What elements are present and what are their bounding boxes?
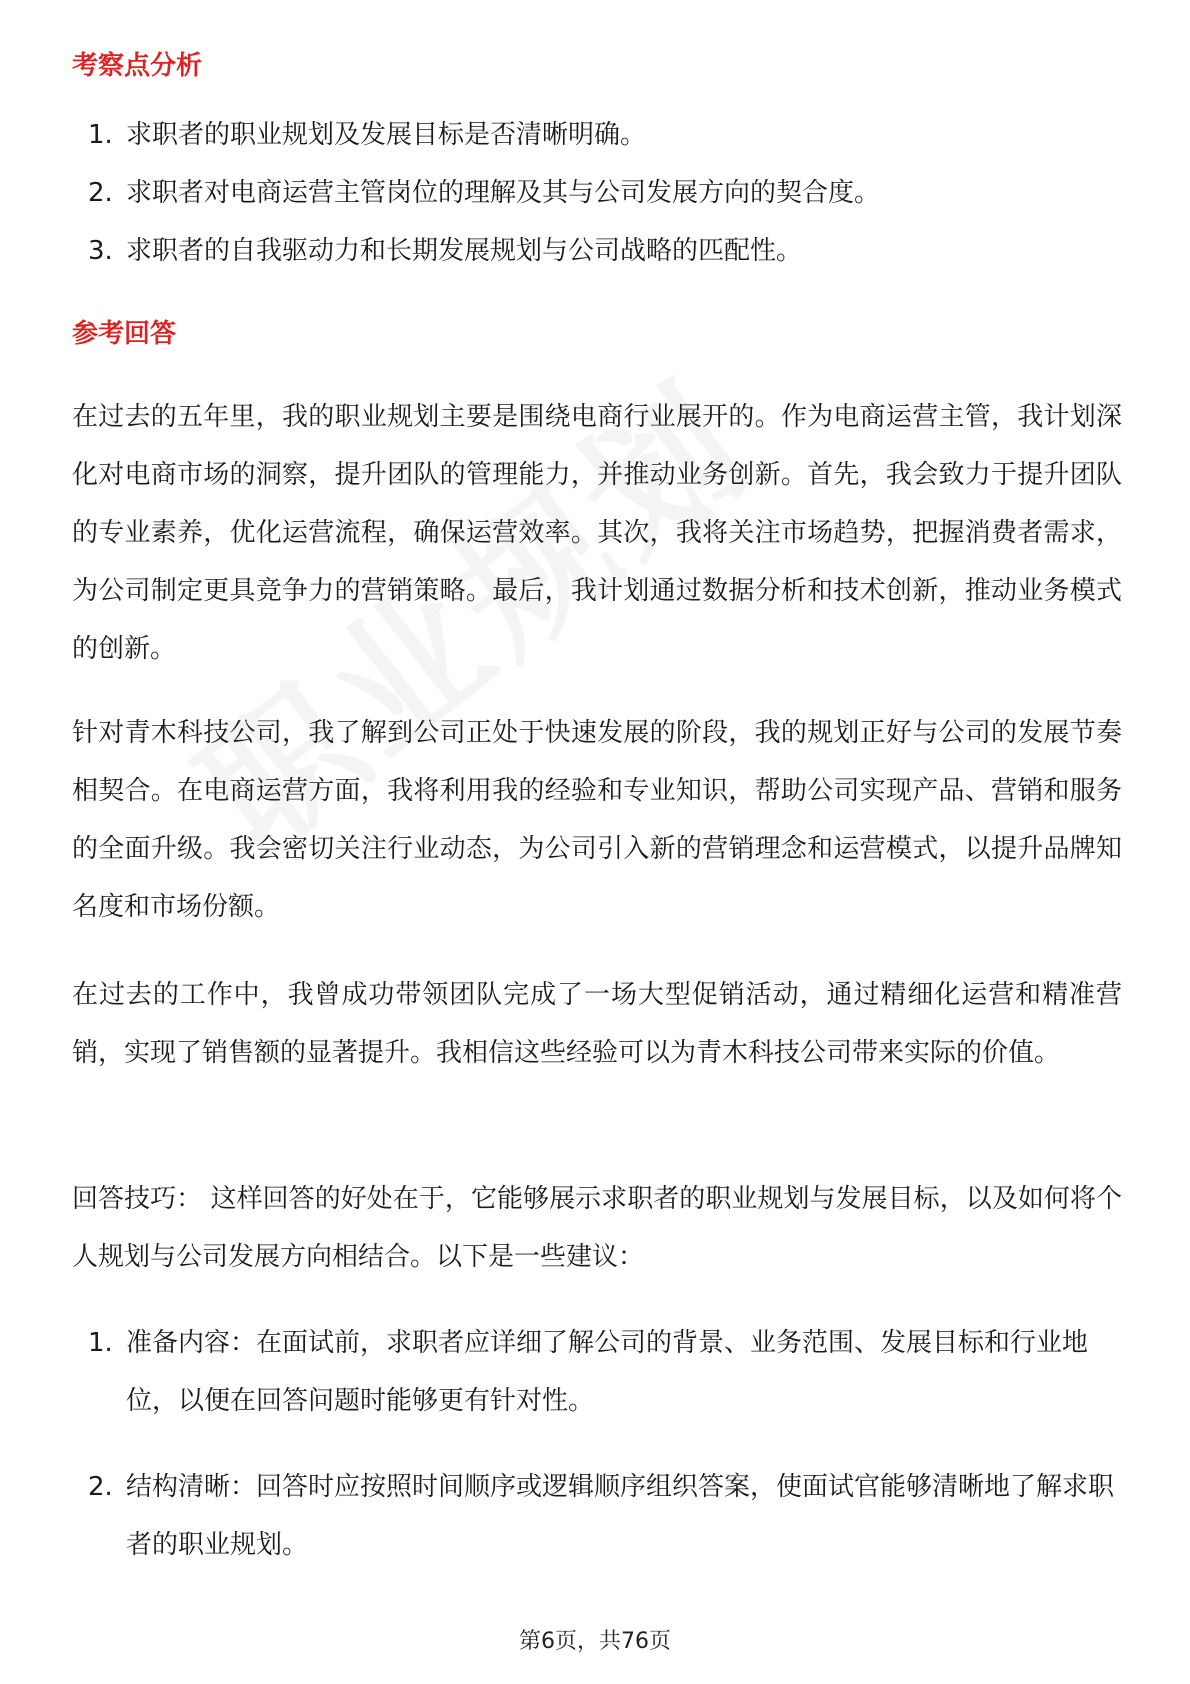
- answer-paragraph-3: 在过去的工作中，我曾成功带领团队完成了一场大型促销活动，通过精细化运营和精准营销，实现了销售额的显著提升。我相信这些经验可以为青木科技公司带来实际的价值。: [72, 980, 1122, 1068]
- tip-item-text: 结构清晰：回答时应按照时间顺序或逻辑顺序组织答案，使面试官能够清晰地了解求职者的职业规划。: [126, 1472, 1115, 1560]
- analysis-section-title: 考察点分析: [72, 51, 203, 81]
- tip-item-number: 1.: [88, 1328, 113, 1358]
- answer-paragraph-1: 在过去的五年里，我的职业规划主要是围绕电商行业展开的。作为电商运营主管，我计划深化对电商市场的洞察，提升团队的管理能力，并推动业务创新。首先，我会致力于提升团队的专业素养，优化运营流程，确保运营效率。其次，我将关注市场趋势，把握消费者需求，为公司制定更具竞争力的营销策略。最后，我计划通过数据分析和技术创新，推动业务模式的创新。: [72, 402, 1122, 664]
- list-item: [72, 164, 1122, 222]
- list-item-number: 3.: [88, 236, 113, 266]
- tip-item-number: 2.: [88, 1472, 113, 1502]
- list-item-text: 求职者的自我驱动力和长期发展规划与公司战略的匹配性。: [126, 236, 803, 266]
- tip-item: [72, 1458, 1122, 1574]
- answer-paragraph-2: 针对青木科技公司，我了解到公司正处于快速发展的阶段，我的规划正好与公司的发展节奏相契合。在电商运营方面，我将利用我的经验和专业知识，帮助公司实现产品、营销和服务的全面升级。我会密切关注行业动态，为公司引入新的营销理念和运营模式，以提升品牌知名度和市场份额。: [72, 718, 1122, 922]
- answer-tips-intro: 回答技巧： 这样回答的好处在于，它能够展示求职者的职业规划与发展目标，以及如何将个人规划与公司发展方向相结合。以下是一些建议：: [72, 1184, 1122, 1272]
- tip-item: [72, 1314, 1122, 1430]
- list-item-number: 1.: [88, 120, 113, 150]
- answer-section-title: 参考回答: [72, 319, 177, 349]
- analysis-list: [72, 106, 1122, 280]
- list-item-text: 求职者对电商运营主管岗位的理解及其与公司发展方向的契合度。: [126, 178, 881, 208]
- list-item: [72, 222, 1122, 280]
- list-item-text: 求职者的职业规划及发展目标是否清晰明确。: [126, 120, 647, 150]
- page-number: 第6页，共76页: [519, 1629, 671, 1654]
- tip-item-text: 准备内容：在面试前，求职者应详细了解公司的背景、业务范围、发展目标和行业地位，以便在回答问题时能够更有针对性。: [126, 1328, 1089, 1416]
- list-item-number: 2.: [88, 178, 113, 208]
- list-item: [72, 106, 1122, 164]
